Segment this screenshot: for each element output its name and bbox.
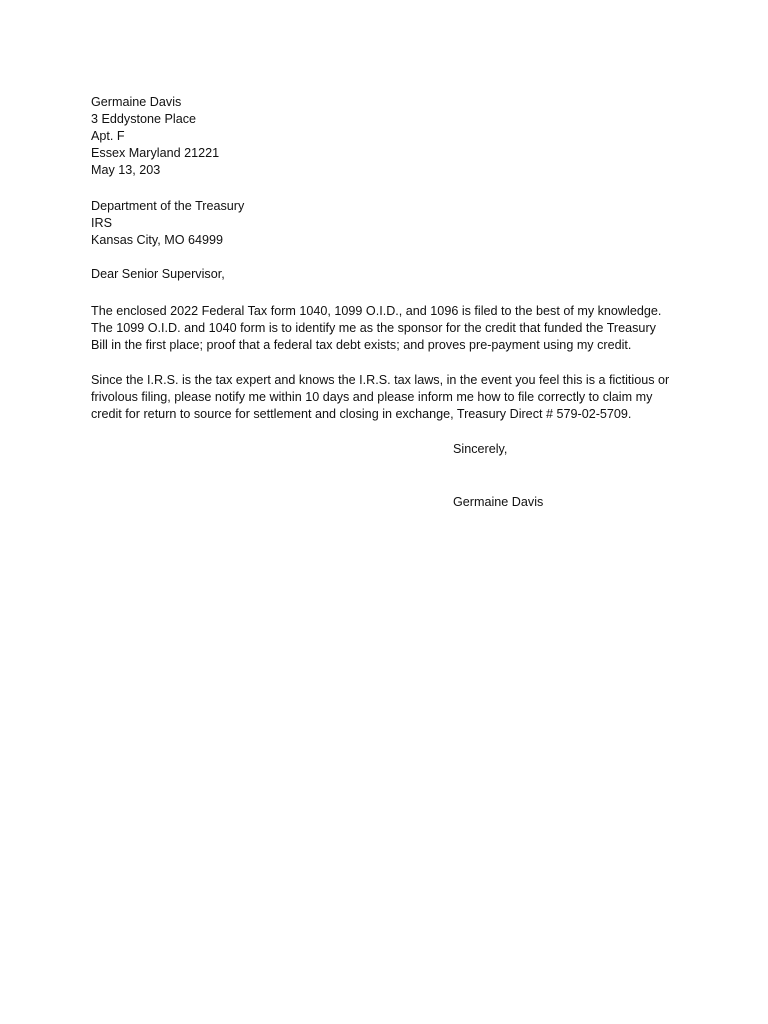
- paragraph-line: The enclosed 2022 Federal Tax form 1040, 1099 O.I.D., and 1096 is filed to the best of my knowledge.: [91, 304, 662, 318]
- recipient-city-state-zip: Kansas City, MO 64999: [91, 233, 224, 247]
- salutation-block: [91, 266, 691, 283]
- paragraph-line: Bill in the first place; proof that a federal tax debt exists; and proves pre-payment using my credit.: [91, 338, 632, 352]
- paragraph-line: frivolous filing, please notify me within 10 days and please inform me how to file correctly to claim my: [91, 390, 653, 404]
- letter-date: May 13, 203: [91, 163, 161, 177]
- sender-city-state-zip: Essex Maryland 21221: [91, 146, 220, 160]
- paragraph-line: Since the I.R.S. is the tax expert and knows the I.R.S. tax laws, in the event you feel this is a fictitious or: [91, 373, 670, 387]
- body-paragraph-1: [91, 303, 691, 354]
- recipient-address-block: [91, 198, 691, 249]
- sender-name: Germaine Davis: [91, 95, 182, 109]
- recipient-agency: IRS: [91, 216, 112, 230]
- sender-unit: Apt. F: [91, 129, 125, 143]
- signature-name: Germaine Davis: [453, 495, 544, 509]
- recipient-department: Department of the Treasury: [91, 199, 245, 213]
- salutation: Dear Senior Supervisor,: [91, 267, 225, 281]
- sender-address-block: [91, 94, 691, 179]
- closing-phrase: Sincerely,: [453, 442, 508, 456]
- signature-block: [453, 494, 703, 511]
- paragraph-line: The 1099 O.I.D. and 1040 form is to identify me as the sponsor for the credit that funded the Treasury: [91, 321, 656, 335]
- body-paragraph-2: [91, 372, 691, 423]
- sender-street: 3 Eddystone Place: [91, 112, 197, 126]
- closing-block: [453, 441, 703, 458]
- paragraph-line: credit for return to source for settlement and closing in exchange, Treasury Direct # 579-02-5709.: [91, 407, 632, 421]
